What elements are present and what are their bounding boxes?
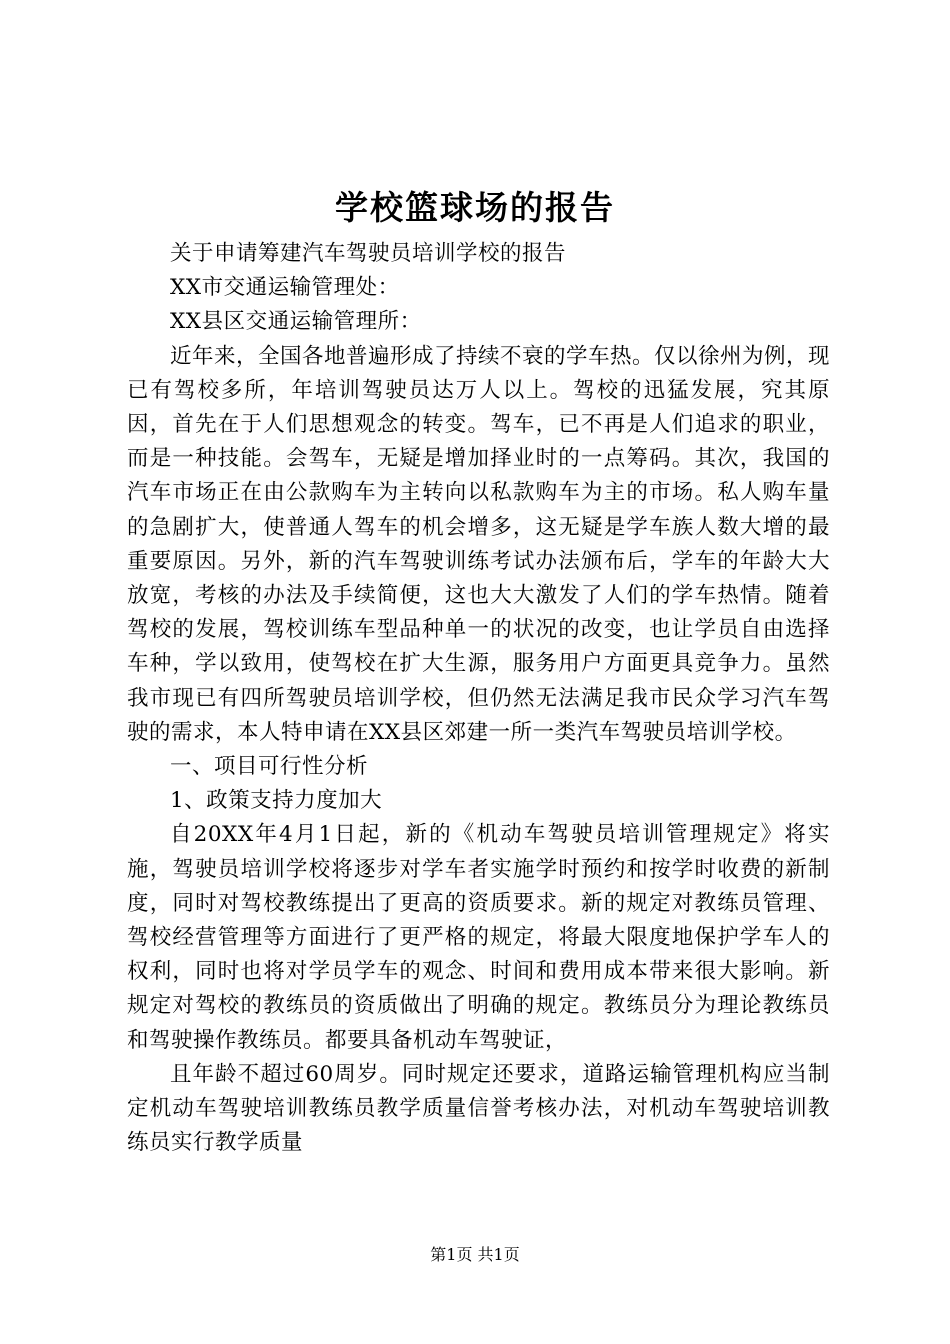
body-paragraph-intro: 近年来，全国各地普遍形成了持续不衰的学车热。仅以徐州为例，现已有驾校多所，年培训驾驶员达万人以上。驾校的迅猛发展，究其原因，首先在于人们思想观念的转变。驾车，已不再是人们追求的职业，而是一种技能。会驾车，无疑是增加择业时的一点筹码。其次，我国的汽车市场正在由公款购车为主转向以私款购车为主的市场。私人购车量的急剧扩大，使普通人驾车的机会增多，这无疑是学车族人数大增的最重要原因。另外，新的汽车驾驶训练考试办法颁布后，学车的年龄大大放宽，考核的办法及手续简便，这也大大激发了人们的学车热情。随着驾校的发展，驾校训练车型品种单一的状况的改变，也让学员自由选择车种，学以致用，使驾校在扩大生源，服务用户方面更具竞争力。虽然我市现已有四所驾驶员培训学校，但仍然无法满足我市民众学习汽车驾驶的需求，本人特申请在XX县区郊建一所一类汽车驾驶员培训学校。 xyxy=(127,343,831,745)
page-footer: 第1页 共1页 xyxy=(430,1245,520,1264)
recipient-line-1: XX市交通运输管理处： xyxy=(170,275,400,301)
document-title: 学校篮球场的报告 xyxy=(335,188,615,227)
section-heading: 一、项目可行性分析 xyxy=(170,754,369,780)
recipient-line-2: XX县区交通运输管理所： xyxy=(170,309,422,335)
subject-line: 关于申请筹建汽车驾驶员培训学校的报告 xyxy=(170,241,567,266)
document-body xyxy=(127,237,830,1160)
body-paragraph-policy: 自20XX年4月1日起，新的《机动车驾驶员培训管理规定》将实施，驾驶员培训学校将逐步对学车者实施学时预约和按学时收费的新制度，同时对驾校教练提出了更高的资质要求。新的规定对教练员管理、驾校经营管理等方面进行了更严格的规定，将最大限度地保护学车人的权利，同时也将对学员学车的观念、时间和费用成本带来很大影响。新规定对驾校的教练员的资质做出了明确的规定。教练员分为理论教练员和驾驶操作教练员。都要具备机动车驾驶证， xyxy=(127,822,830,1053)
body-paragraph-continued: 且年龄不超过60周岁。同时规定还要求，道路运输管理机构应当制定机动车驾驶培训教练员教学质量信誉考核办法，对机动车驾驶培训教练员实行教学质量 xyxy=(127,1061,830,1156)
subsection-heading: 1、政策支持力度加大 xyxy=(170,788,383,814)
